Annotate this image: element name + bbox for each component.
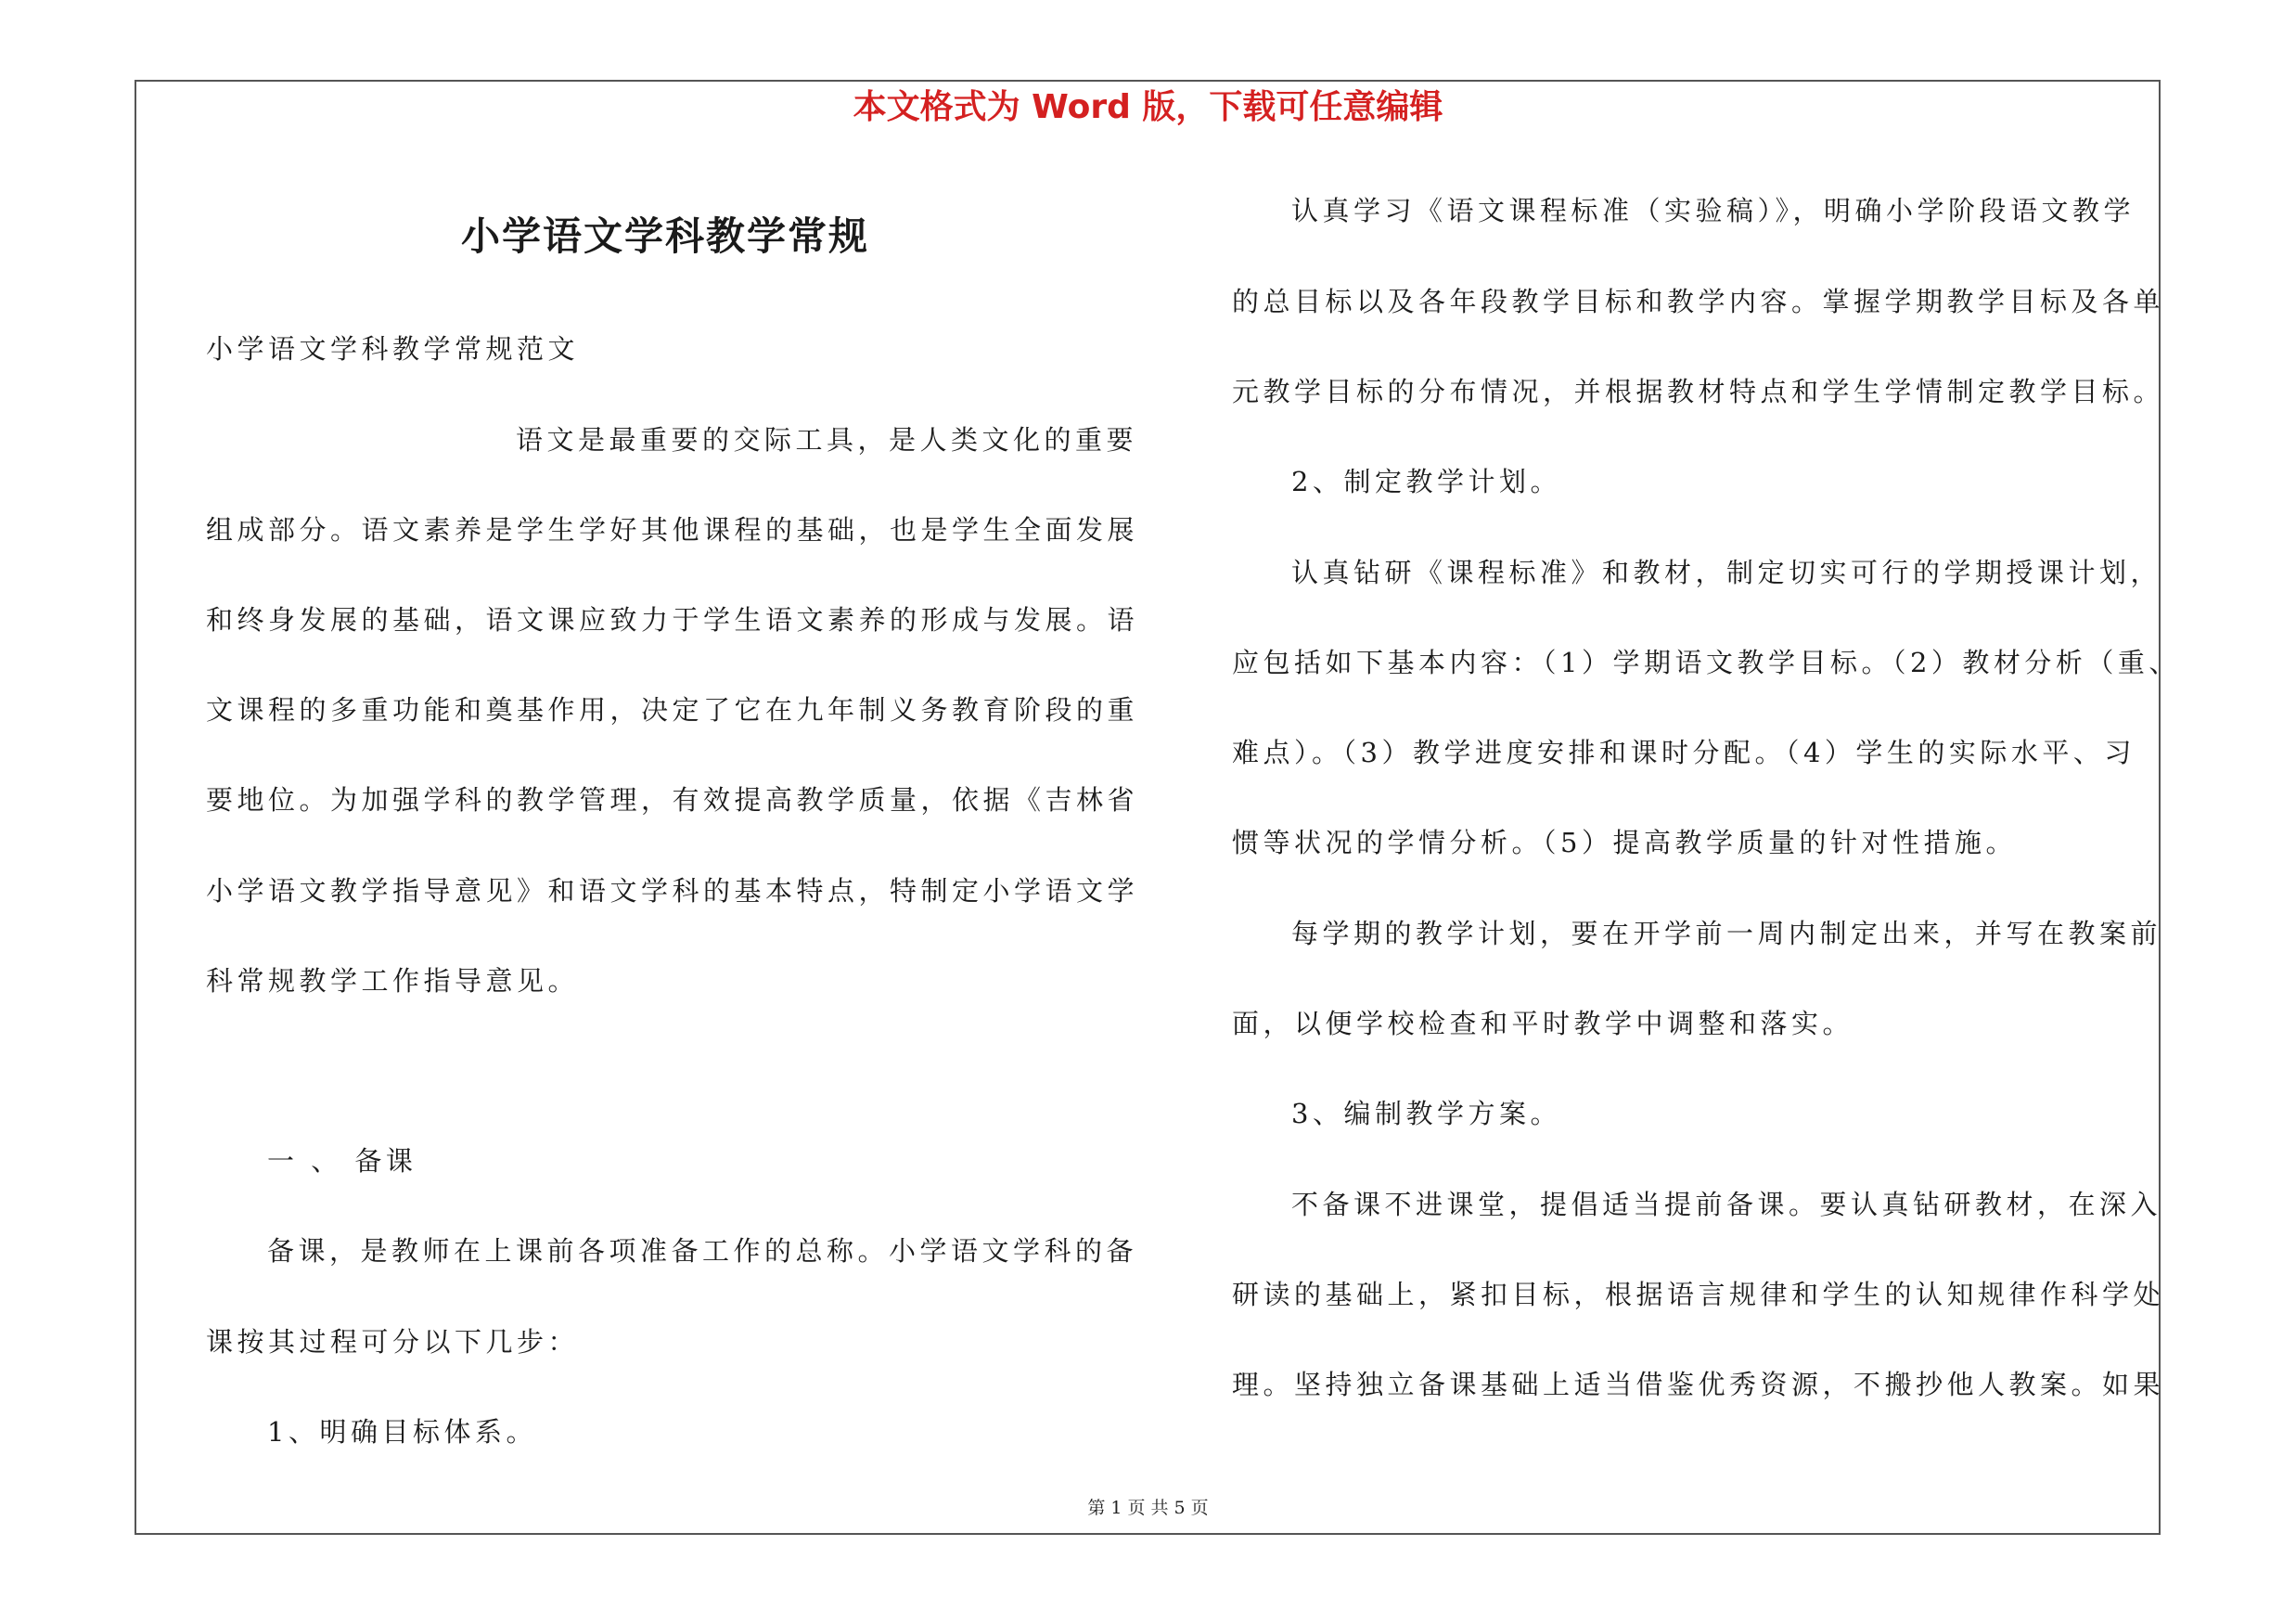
right-line: 研读的基础上，紧扣目标，根据语言规律和学生的认知规律作科学处 [1232,1279,2165,1310]
right-line: 元教学目标的分布情况，并根据教材特点和学生学情制定教学目标。 [1232,376,2165,407]
right-line: 惯等状况的学情分析。（5）提高教学质量的针对性措施。 [1232,827,2017,858]
left-line: 语文是最重要的交际工具，是人类文化的重要 [516,424,1138,456]
left-line: 文课程的多重功能和奠基作用，决定了它在九年制义务教育阶段的重 [206,694,1139,726]
left-line: 小学语文学科教学常规范文 [206,333,580,365]
left-line: 组成部分。语文素养是学生学好其他课程的基础，也是学生全面发展 [206,514,1139,546]
left-line: 课按其过程可分以下几步： [206,1326,580,1358]
left-line: 和终身发展的基础，语文课应致力于学生语文素养的形成与发展。语 [206,604,1139,636]
section-heading: 一 、 备课 [267,1145,417,1177]
right-line: 2、制定教学计划。 [1291,466,1561,497]
page-number: 第 1 页 共 5 页 [1087,1498,1209,1518]
right-line: 不备课不进课堂，提倡适当提前备课。要认真钻研教材，在深入 [1291,1189,2162,1220]
word-format-banner: 本文格式为 Word 版，下载可任意编辑 [853,88,1443,126]
right-line: 认真钻研《课程标准》和教材，制定切实可行的学期授课计划， [1291,557,2162,588]
left-line: 科常规教学工作指导意见。 [206,965,580,997]
right-line: 认真学习《语文课程标准（实验稿）》，明确小学阶段语文教学 [1291,195,2136,226]
right-line: 难点）。（3）教学进度安排和课时分配。（4）学生的实际水平、习 [1232,737,2136,768]
left-line: 备课，是教师在上课前各项准备工作的总称。小学语文学科的备 [267,1235,1138,1267]
right-line: 面，以便学校检查和平时教学中调整和落实。 [1232,1008,1854,1039]
right-line: 每学期的教学计划，要在开学前一周内制定出来，并写在教案前 [1291,918,2162,949]
right-line: 理。坚持独立备课基础上适当借鉴优秀资源，不搬抄他人教案。如果 [1232,1369,2165,1400]
left-line: 1、明确目标体系。 [267,1416,537,1448]
left-line: 小学语文教学指导意见》和语文学科的基本特点，特制定小学语文学 [206,875,1139,907]
document-title: 小学语文学科教学常规 [460,213,869,259]
left-line: 要地位。为加强学科的教学管理，有效提高教学质量，依据《吉林省 [206,784,1139,816]
right-line: 应包括如下基本内容：（1）学期语文教学目标。（2）教材分析（重、 [1232,647,2180,678]
right-line: 3、编制教学方案。 [1291,1098,1561,1129]
right-line: 的总目标以及各年段教学目标和教学内容。掌握学期教学目标及各单 [1232,286,2165,317]
